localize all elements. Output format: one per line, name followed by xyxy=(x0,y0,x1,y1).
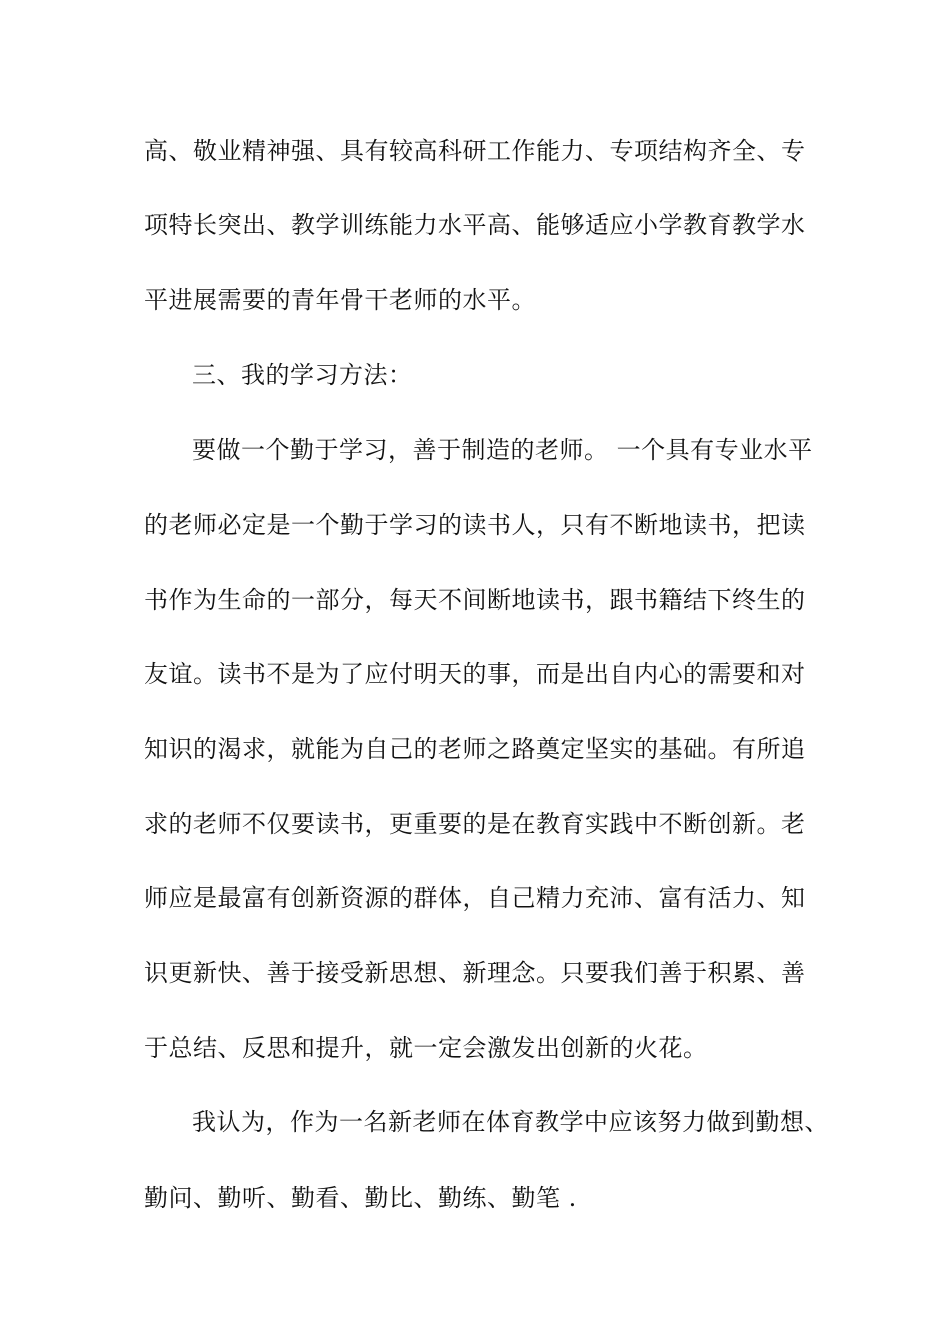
paragraph-line: 师应是最富有创新资源的群体，自己精力充沛、富有活力、知 xyxy=(144,884,806,912)
paragraph-line: 知识的渴求，就能为自己的老师之路奠定坚实的基础。有所追 xyxy=(144,735,806,763)
paragraph-line: 勤问、勤听、勤看、勤比、勤练、勤笔 . xyxy=(144,1184,577,1212)
paragraph-line: 项特长突出、教学训练能力水平高、能够适应小学教育教学水 xyxy=(144,211,806,239)
paragraph-line: 我认为，作为一名新老师在体育教学中应该努力做到勤想、 xyxy=(192,1108,829,1136)
paragraph-line: 要做一个勤于学习，善于制造的老师。 一个具有专业水平 xyxy=(192,436,813,464)
section-heading: 三、我的学习方法： xyxy=(192,361,413,389)
paragraph-line: 求的老师不仅要读书，更重要的是在教育实践中不断创新。老 xyxy=(144,810,806,838)
paragraph-line: 平进展需要的青年骨干老师的水平。 xyxy=(144,286,536,314)
paragraph-line: 书作为生命的一部分，每天不间断地读书，跟书籍结下终生的 xyxy=(144,586,806,614)
paragraph-line: 的老师必定是一个勤于学习的读书人，只有不断地读书，把读 xyxy=(144,511,806,539)
paragraph-line: 于总结、反思和提升，就一定会激发出创新的火花。 xyxy=(144,1034,708,1062)
paragraph-line: 高、敬业精神强、具有较高科研工作能力、专项结构齐全、专 xyxy=(144,137,806,165)
paragraph-line: 友谊。读书不是为了应付明天的事，而是出自内心的需要和对 xyxy=(144,660,806,688)
paragraph-line: 识更新快、善于接受新思想、新理念。只要我们善于积累、善 xyxy=(144,959,806,987)
